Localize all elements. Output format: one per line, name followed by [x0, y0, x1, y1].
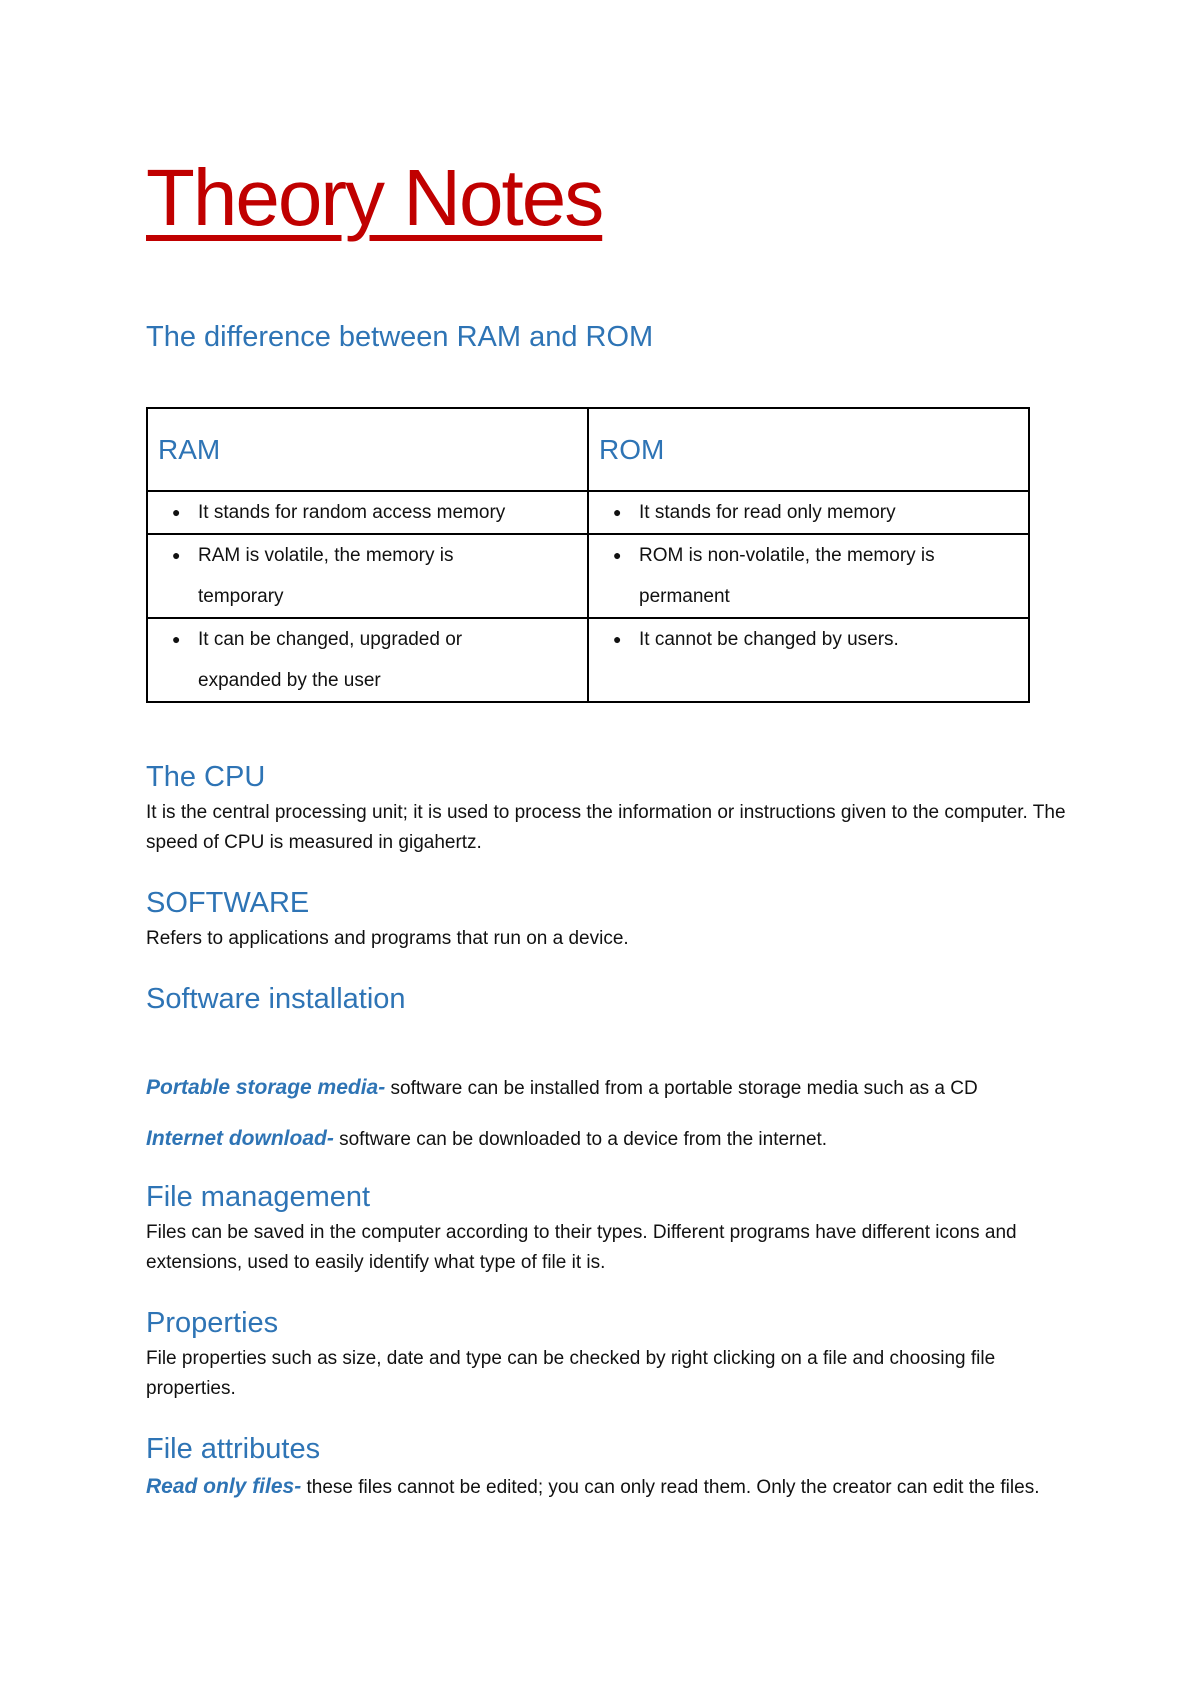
file-attributes-section [146, 1434, 1076, 1503]
bullet-icon: ● [172, 631, 181, 647]
bullet-icon: ● [172, 504, 181, 520]
table-cell [588, 491, 1029, 534]
bullet-icon: ● [172, 547, 181, 563]
install-item-internet [146, 1123, 1076, 1156]
properties-heading: Properties [146, 1307, 279, 1339]
table-row [147, 491, 1029, 534]
table-header-row [147, 408, 1029, 491]
software-section [146, 888, 1076, 954]
cell-text: RAM is volatile, the memory is temporary [198, 545, 454, 607]
portable-storage-term: Portable storage media- [146, 1076, 386, 1099]
internet-download-text: software can be downloaded to a device from the internet. [333, 1129, 828, 1150]
read-only-term: Read only files- [146, 1474, 302, 1498]
rom-column-header: ROM [588, 408, 1029, 491]
internet-download-term: Internet download- [146, 1127, 334, 1150]
ram-rom-table [146, 407, 1030, 703]
cell-text: It can be changed, upgraded or expanded by the user [198, 629, 463, 691]
table-cell [588, 618, 1029, 702]
bullet-icon: ● [613, 504, 622, 520]
table-row [147, 618, 1029, 702]
file-management-section [146, 1182, 1076, 1278]
table-cell [147, 491, 588, 534]
software-heading: SOFTWARE [146, 887, 310, 919]
bullet-icon: ● [613, 547, 622, 563]
cpu-heading: The CPU [146, 761, 266, 793]
cell-text: ROM is non-volatile, the memory is permanent [639, 545, 935, 607]
cpu-text: It is the central processing unit; it is used to process the information or instructions given to the computer. The speed of CPU is measured in gigahertz. [146, 801, 1066, 853]
software-text: Refers to applications and programs that run on a device. [146, 927, 629, 949]
table-cell [147, 534, 588, 618]
table-cell [147, 618, 588, 702]
properties-section [146, 1308, 1076, 1404]
read-only-text: these files cannot be edited; you can only read them. Only the creator can edit the files. [301, 1476, 1040, 1498]
file-attributes-text [146, 1472, 1076, 1503]
ram-column-header: RAM [147, 408, 588, 491]
software-installation-section [146, 984, 1076, 1016]
cell-text: It cannot be changed by users. [639, 629, 899, 650]
table-cell [588, 534, 1029, 618]
file-management-text: Files can be saved in the computer according to their types. Different programs have different icons and extensions, used to easily identify what type of file it is. [146, 1221, 1017, 1273]
cell-text: It stands for random access memory [198, 502, 506, 523]
file-attributes-heading: File attributes [146, 1433, 321, 1465]
software-installation-heading: Software installation [146, 983, 406, 1015]
cell-text: It stands for read only memory [639, 502, 896, 523]
bullet-icon: ● [613, 631, 622, 647]
cpu-section [146, 762, 1076, 858]
page-title: Theory Notes [146, 153, 603, 242]
properties-text: File properties such as size, date and type can be checked by right clicking on a file and choosing file properties. [146, 1347, 996, 1399]
install-item-portable [146, 1072, 1076, 1105]
file-management-heading: File management [146, 1181, 371, 1213]
portable-storage-text: software can be installed from a portable storage media such as a CD [385, 1078, 978, 1099]
ram-rom-heading: The difference between RAM and ROM [146, 321, 654, 353]
table-row [147, 534, 1029, 618]
